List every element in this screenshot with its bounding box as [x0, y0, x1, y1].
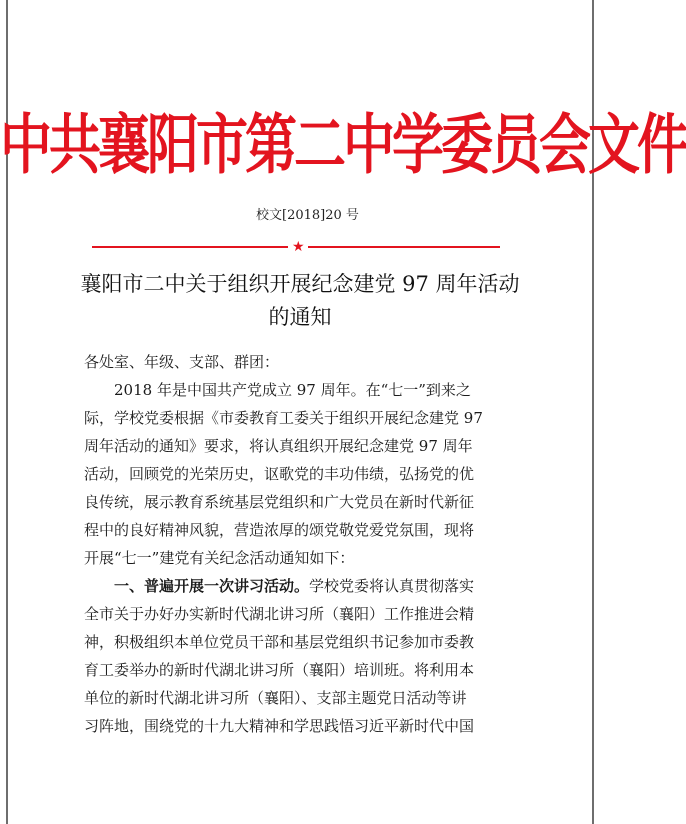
- notice-title-line-2: 的通知: [268, 305, 332, 329]
- text-line: 育工委举办的新时代湖北讲习所（襄阳）培训班。将利用本: [84, 661, 475, 679]
- text-line: 际，学校党委根据《市委教育工委关于组织开展纪念建党 97: [84, 409, 483, 427]
- section-heading-rest: 学校党委将认真贯彻落实: [309, 577, 475, 595]
- text-line: 习阵地，围绕党的十九大精神和学思践悟习近平新时代中国: [84, 717, 475, 735]
- section-heading: 一、普遍开展一次讲习活动。: [84, 577, 310, 595]
- divider-line-left: [92, 246, 288, 248]
- salutation: 各处室、年级、支部、群团：: [84, 353, 280, 371]
- star-icon: ★: [292, 239, 305, 255]
- paragraph-intro: [84, 376, 514, 572]
- document-number: 校文[2018]20 号: [256, 208, 359, 223]
- text-line: 神，积极组织本单位党员干部和基层党组织书记参加市委教: [84, 633, 475, 651]
- text-line: 全市关于办好办实新时代湖北讲习所（襄阳）工作推进会精: [84, 605, 475, 623]
- divider-line-right: [308, 246, 500, 248]
- text-line: 程中的良好精神风貌，营造浓厚的颂党敬党爱党氛围，现将: [84, 521, 475, 539]
- text-line: 单位的新时代湖北讲习所（襄阳）、支部主题党日活动等讲: [84, 689, 467, 707]
- red-header-title: 中共襄阳市第二中学委员会文件: [0, 107, 686, 184]
- text-line: 开展“七一”建党有关纪念活动通知如下：: [84, 549, 355, 567]
- text-line: 周年活动的通知》要求，将认真组织开展纪念建党 97 周年: [84, 437, 473, 455]
- notice-title-line-1: 襄阳市二中关于组织开展纪念建党 97 周年活动: [80, 272, 520, 296]
- text-line: [84, 572, 514, 600]
- text-line: 2018 年是中国共产党成立 97 周年。在“七一”到来之: [84, 381, 471, 399]
- paragraph-section-1: [84, 572, 514, 740]
- red-divider: [92, 240, 500, 254]
- text-line: 活动，回顾党的光荣历史，讴歌党的丰功伟绩，弘扬党的优: [84, 465, 475, 483]
- text-line: 良传统，展示教育系统基层党组织和广大党员在新时代新征: [84, 493, 475, 511]
